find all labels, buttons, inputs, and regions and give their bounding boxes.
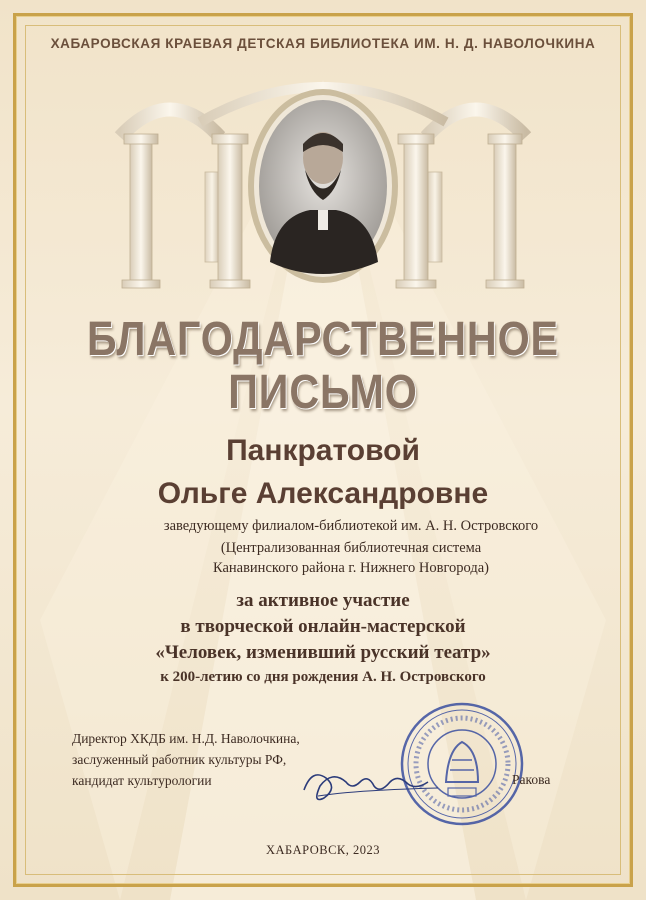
- title-line-1: БЛАГОДАРСТВЕННОЕ: [87, 313, 559, 366]
- recipient-org-line-2: Канавинского района г. Нижнего Новгорода): [212, 560, 490, 576]
- signatory-line-3: кандидат культурологии: [72, 773, 212, 788]
- colonnade-icon: [110, 82, 536, 292]
- recipient-org-line-1: (Централизованная библиотечная система: [220, 540, 482, 556]
- signatory-line-2: заслуженный работник культуры РФ,: [72, 752, 287, 767]
- recipient-given-name: Ольге Александровне: [157, 477, 489, 510]
- reason-line-3: «Человек, изменивший русский театр»: [155, 642, 491, 663]
- reason-line-2: в творческой онлайн-мастерской: [180, 616, 466, 637]
- title-line-2: ПИСЬМО: [228, 366, 418, 419]
- reason-line-4: к 200-летию со дня рождения А. Н. Островского: [160, 669, 486, 685]
- signatory-name: Ракова: [512, 772, 551, 787]
- signatory-line-1: Директор ХКДБ им. Н.Д. Наволочкина,: [72, 731, 300, 746]
- reason-line-1: за активное участие: [236, 590, 410, 611]
- institution-header: ХАБАРОВСКАЯ КРАЕВАЯ ДЕТСКАЯ БИБЛИОТЕКА ИМ. Н. Д. НАВОЛОЧКИНА: [50, 36, 596, 51]
- signature-icon: [298, 760, 448, 810]
- city-year: ХАБАРОВСК, 2023: [266, 843, 380, 857]
- recipient-surname: Панкратовой: [226, 434, 420, 467]
- recipient-position: заведующему филиалом-библиотекой им. А. Н. Островского: [163, 518, 539, 534]
- portrait-icon: [251, 92, 395, 280]
